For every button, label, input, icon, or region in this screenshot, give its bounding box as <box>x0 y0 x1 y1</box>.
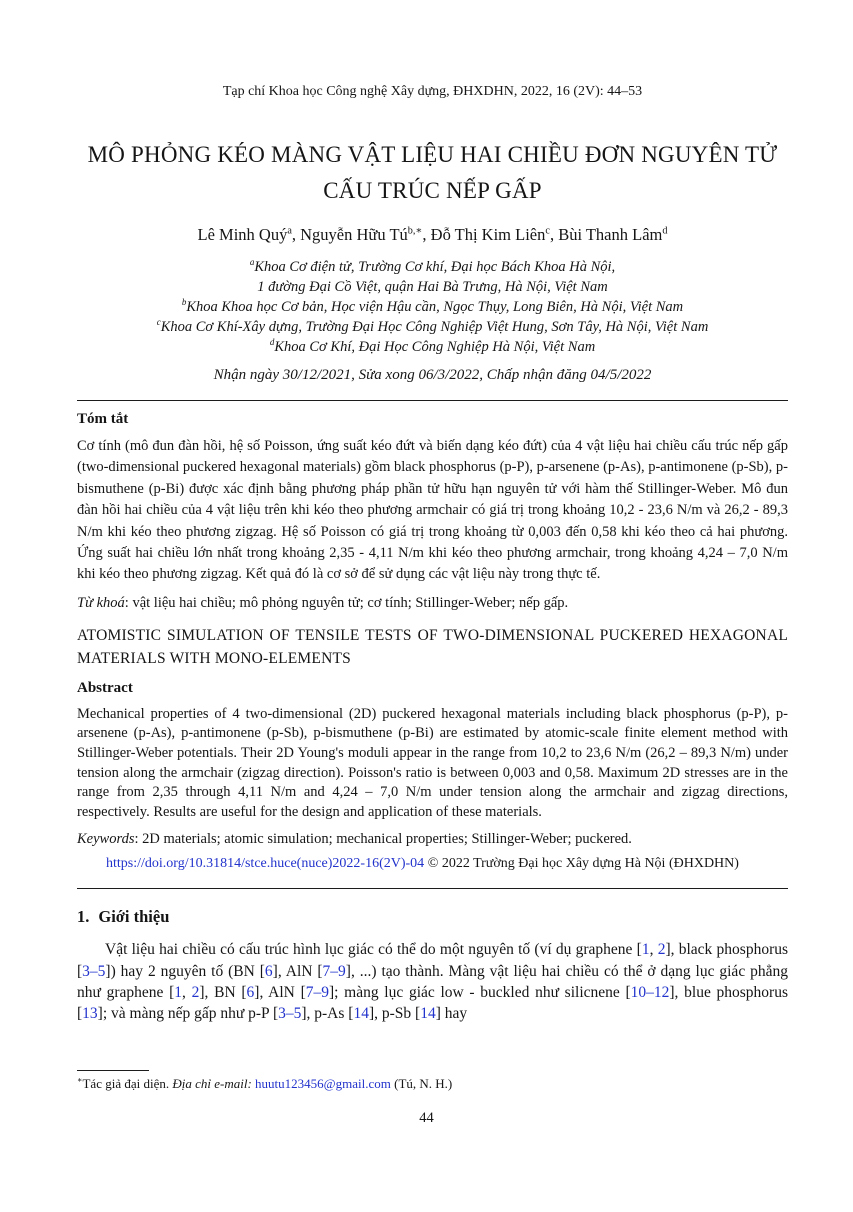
superscript-marker: c <box>545 225 550 237</box>
affiliation-a-address <box>77 277 788 297</box>
text-segment: , Nguyễn Hữu Tú <box>291 225 408 244</box>
superscript-marker: b <box>181 297 187 308</box>
text-segment: © 2022 Trường Đại học Xây dựng Hà Nội (ĐHXDHN) <box>424 856 739 872</box>
corresponding-author-footnote <box>77 1075 788 1092</box>
text-segment: ]) hay 2 nguyên tố (BN [ <box>105 962 265 980</box>
text-segment: ], p-As [ <box>301 1005 354 1023</box>
text-segment: Tác giả đại diện. <box>82 1076 173 1091</box>
keywords-vi-line <box>77 594 788 613</box>
text-segment: ], blue phosphorus [ <box>77 983 789 1023</box>
section-1-number: 1. <box>77 907 90 927</box>
email-link[interactable]: huutu123456@gmail.com <box>255 1076 391 1091</box>
text-segment: , <box>182 983 192 1001</box>
article-title <box>77 137 788 209</box>
text-segment: , Bùi Thanh Lâm <box>549 225 663 244</box>
superscript-marker: a <box>287 225 292 237</box>
footnote-block <box>77 1070 788 1092</box>
superscript-marker: d <box>662 225 668 237</box>
intro-paragraph <box>77 939 788 1024</box>
citation-1[interactable]: 1 <box>174 983 183 1001</box>
citation-6[interactable]: 6 <box>264 962 273 980</box>
text-segment: Vật liệu hai chiều có cấu trúc hình lục giác có thể do một nguyên tố (ví dụ graphene [ <box>105 941 642 959</box>
text-segment: ], ...) tạo thành. Màng vật liệu hai chiều có thể ở dạng lục giác phẳng như graphene [ <box>77 962 788 1001</box>
citation-14[interactable]: 14 <box>353 1005 369 1023</box>
text-segment: Khoa Cơ điện tử, Trường Cơ khí, Đại học Bách Khoa Hà Nội, <box>254 259 616 275</box>
citation-13[interactable]: 13 <box>82 1005 98 1023</box>
abstract-top-divider <box>77 400 788 401</box>
keywords-en-line <box>77 830 788 849</box>
superscript-marker: c <box>156 317 161 328</box>
text-segment: ], BN [ <box>199 983 247 1001</box>
affiliation-d <box>77 337 788 357</box>
citation-7-9[interactable]: 7–9 <box>305 983 329 1001</box>
citation-14[interactable]: 14 <box>420 1005 436 1023</box>
affiliation-c <box>77 317 788 337</box>
article-title-line2: CẤU TRÚC NẾP GẤP <box>323 178 542 203</box>
text-segment: ], AlN [ <box>272 962 323 980</box>
text-segment: (Tú, N. H.) <box>390 1076 453 1091</box>
abstract-bottom-divider <box>77 888 788 889</box>
citation-3-5[interactable]: 3–5 <box>82 962 106 980</box>
citation-2[interactable]: 2 <box>191 983 200 1001</box>
citation-2[interactable]: 2 <box>657 941 666 959</box>
text-segment: : 2D materials; atomic simulation; mechanical properties; Stillinger-Weber; puckered. <box>134 831 632 848</box>
superscript-marker: b,∗ <box>407 225 423 237</box>
text-segment: Khoa Khoa học Cơ bản, Học viện Hậu cần, Ngọc Thụy, Long Biên, Hà Nội, Việt Nam <box>186 299 684 315</box>
received-dates-line: Nhận ngày 30/12/2021, Sửa xong 06/3/2022, Chấp nhận đăng 04/5/2022 <box>213 367 652 383</box>
text-segment: ]; màng lục giác low - buckled như silicnene [ <box>328 983 631 1001</box>
doi-copyright-line <box>77 854 788 873</box>
text-segment: Từ khoá <box>77 594 125 611</box>
abstract-en-body: Mechanical properties of 4 two-dimensional (2D) puckered hexagonal materials including black phosphorus (p-P), p-arsenene (p-As), p-antimonene (p-Sb), p-bismuthene (p-Bi) are estimated by atomic-scale finite element method with Stillinger-Weber potentials. Their 2D Young's moduli appear in the range from 10,2 to 23,6 N/m (26,2 – 89,3 N/m) under tension along the armchair (zigzag direction). Poisson's ratio is between 0,003 and 0,58. Maximum 2D stresses are in the range from 2,35 through 4,11 N/m and 4,24 – 7,0 N/m under tension along the armchair and zigzag directions, respectively. Results are useful for the design and application of these materials. <box>77 705 788 820</box>
journal-header: Tạp chí Khoa học Công nghệ Xây dựng, ĐHXDHN, 2022, 16 (2V): 44–53 <box>222 84 643 99</box>
superscript-marker: d <box>269 337 275 348</box>
citation-7-9[interactable]: 7–9 <box>322 962 346 980</box>
citation-3-5[interactable]: 3–5 <box>278 1005 302 1023</box>
section-1-title: Giới thiệu <box>98 907 170 927</box>
section-1-heading <box>77 906 788 927</box>
text-segment: ] hay <box>435 1005 468 1023</box>
abstract-en-heading: Abstract <box>77 679 133 696</box>
citation-10-12[interactable]: 10–12 <box>630 983 670 1001</box>
text-segment: Khoa Cơ Khí, Đại Học Công Nghiệp Hà Nội, Việt Nam <box>274 339 596 355</box>
footnote-rule <box>77 1070 149 1071</box>
text-segment: Khoa Cơ Khí-Xây dựng, Trường Đại Học Công Nghiệp Việt Hung, Sơn Tây, Hà Nội, Việt Nam <box>160 319 709 335</box>
citation-1[interactable]: 1 <box>641 941 650 959</box>
article-title-line1: MÔ PHỎNG KÉO MÀNG VẬT LIỆU HAI CHIỀU ĐƠN NGUYÊN TỬ <box>87 142 778 167</box>
text-segment: ], p-Sb [ <box>368 1005 421 1023</box>
text-segment: Địa chỉ e-mail: <box>172 1076 252 1091</box>
citation-6[interactable]: 6 <box>246 983 255 1001</box>
text-segment: ], black phosphorus [ <box>77 941 789 980</box>
text-segment: ]; và màng nếp gấp như p-P [ <box>97 1005 279 1023</box>
doi-link[interactable]: https://doi.org/10.31814/stce.huce(nuce)2022-16(2V)-04 <box>106 856 425 872</box>
text-segment: : vật liệu hai chiều; mô phỏng nguyên tử; cơ tính; Stillinger-Weber; nếp gấp. <box>124 594 569 611</box>
affiliations-block <box>77 257 788 357</box>
text-segment: ], AlN [ <box>254 983 306 1001</box>
text-segment: , <box>649 941 658 959</box>
superscript-marker: ∗ <box>77 1075 83 1085</box>
authors-line <box>77 224 788 245</box>
text-segment: Lê Minh Quý <box>197 225 288 244</box>
text-segment: Keywords <box>77 831 135 848</box>
affiliation-a <box>77 257 788 277</box>
superscript-marker: a <box>249 257 255 268</box>
affiliation-b <box>77 297 788 317</box>
article-title-en: ATOMISTIC SIMULATION OF TENSILE TESTS OF TWO-DIMENSIONAL PUCKERED HEXAGONAL MATERIALS WITH MONO-ELEMENTS <box>77 626 788 667</box>
page-number: 44 <box>419 1110 434 1126</box>
abstract-vi-heading: Tóm tắt <box>77 411 129 427</box>
text-segment: 1 đường Đại Cồ Việt, quận Hai Bà Trưng, Hà Nội, Việt Nam <box>257 279 608 295</box>
text-segment: , Đỗ Thị Kim Liên <box>422 225 546 244</box>
abstract-vi-body: Cơ tính (mô đun đàn hồi, hệ số Poisson, ứng suất kéo đứt và biến dạng kéo đứt) của 4 vật liệu hai chiều cấu trúc nếp gấp (two-dimensional puckered hexagonal materials) gồm black phosphorus (p-P), p-arsenene (p-As), p-antimonene (p-Sb), p-bismuthene (p-Bi) được xác định bằng phương pháp phần tử hữu hạn nguyên tử với hàm thế Stillinger-Weber. Mô đun đàn hồi hai chiều của 4 vật liệu trên khi kéo theo phương armchair có giá trị trong khoảng 10,2 - 23,6 N/m và 26,2 - 89,3 N/m khi kéo theo phương zigzag. Hệ số Poisson có giá trị trong khoảng từ 0,003 đến 0,58 khi kéo theo cả hai phương. Ứng suất hai chiều lớn nhất trong khoảng 2,35 - 4,11 N/m khi kéo theo phương armchair, trong khoảng 4,24 – 7,0 N/m khi kéo theo phương zigzag. Kết quả đó là cơ sở để sử dụng các vật liệu này trong thực tế. <box>77 438 788 583</box>
